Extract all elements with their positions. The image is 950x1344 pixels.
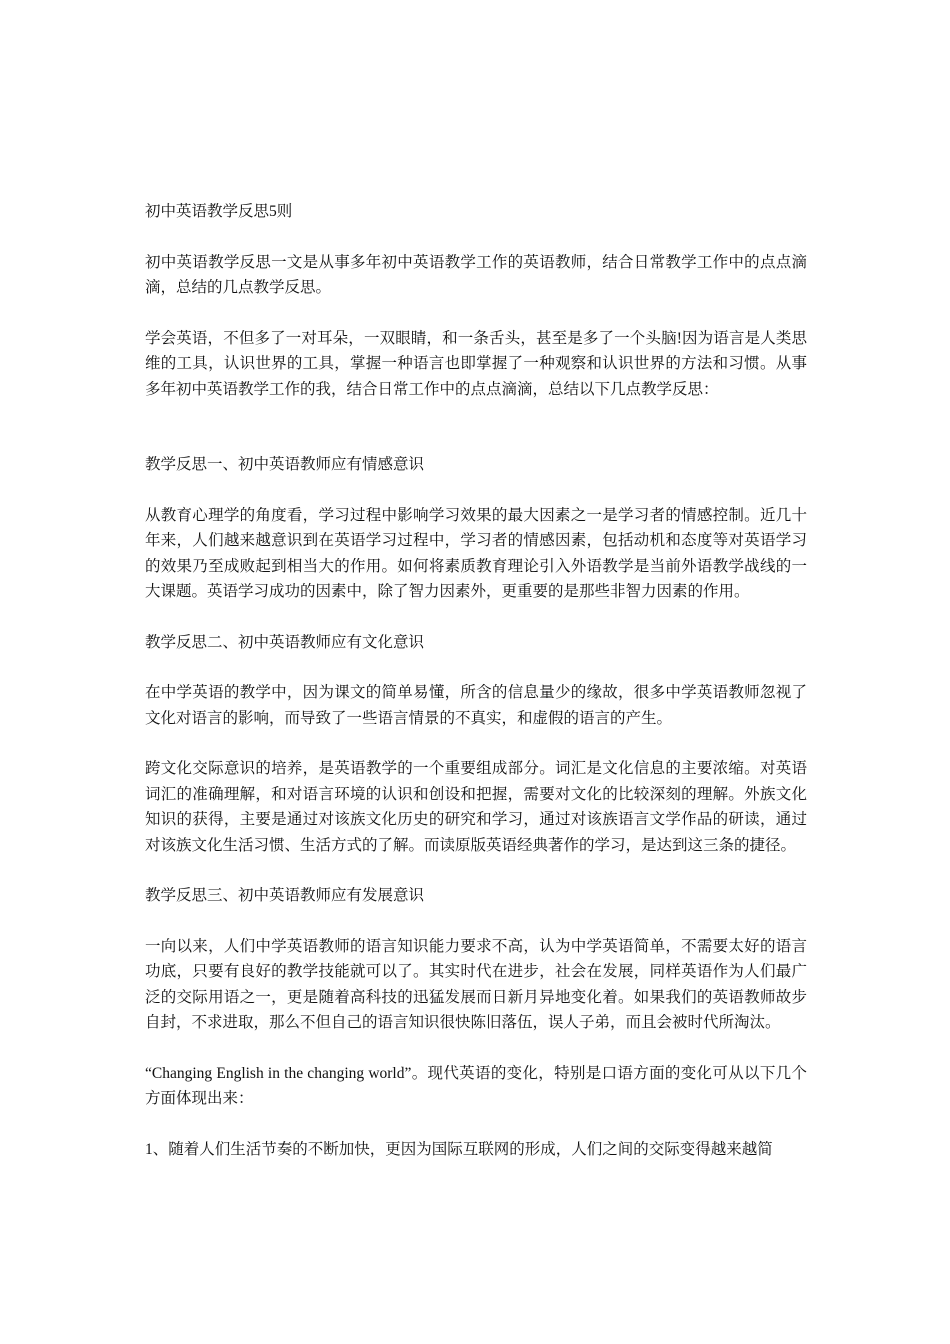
section-heading-2: 教学反思二、初中英语教师应有文化意识 (145, 633, 425, 651)
body-paragraph: 一向以来，人们中学英语教师的语言知识能力要求不高，认为中学英语简单，不需要太好的语言功底，只要有良好的教学技能就可以了。其实时代在进步，社会在发展，同样英语作为人们最广泛的交际用语之一，更是随着高科技的迅猛发展而日新月异地变化着。如果我们的英语教师故步自封，不求进取，那么不但自己的语言知识很快陈旧落伍，误人子弟，而且会被时代所淘汰。 (145, 937, 807, 1031)
body-paragraph: “Changing English in the changing world”。现代英语的变化，特别是口语方面的变化可从以下几个方面体现出来： (145, 1064, 807, 1107)
body-paragraph: 从教育心理学的角度看，学习过程中影响学习效果的最大因素之一是学习者的情感控制。近几十年来，人们越来越意识到在英语学习过程中，学习者的情感因素，包括动机和态度等对英语学习的效果乃至成败起到相当大的作用。如何将素质教育理论引入外语教学是当前外语教学战线的一大课题。英语学习成功的因素中，除了智力因素外，更重要的是那些非智力因素的作用。 (145, 506, 807, 600)
document-body (145, 199, 807, 1187)
list-item: 1、随着人们生活节奏的不断加快，更因为国际互联网的形成，人们之间的交际变得越来越简 (145, 1140, 773, 1158)
body-paragraph: 跨文化交际意识的培养，是英语教学的一个重要组成部分。词汇是文化信息的主要浓缩。对英语词汇的准确理解，和对语言环境的认识和创设和把握，需要对文化的比较深刻的理解。外族文化知识的获得，主要是通过对该族文化历史的研究和学习，通过对该族语言文学作品的研读，通过对该族文化生活习惯、生活方式的了解。而读原版英语经典著作的学习，是达到这三条的捷径。 (145, 760, 807, 854)
body-paragraph: 在中学英语的教学中，因为课文的简单易懂，所含的信息量少的缘故，很多中学英语教师忽视了文化对语言的影响，而导致了一些语言情景的不真实，和虚假的语言的产生。 (145, 684, 807, 727)
body-paragraph: 学会英语，不但多了一对耳朵，一双眼睛，和一条舌头，甚至是多了一个头脑!因为语言是人类思维的工具，认识世界的工具，掌握一种语言也即掌握了一种观察和认识世界的方法和习惯。从事多年初中英语教学工作的我，结合日常工作中的点点滴滴，总结以下几点教学反思： (145, 329, 807, 398)
intro-paragraph: 初中英语教学反思一文是从事多年初中英语教学工作的英语教师，结合日常教学工作中的点点滴滴，总结的几点教学反思。 (145, 253, 807, 296)
document-title: 初中英语教学反思5则 (145, 203, 293, 220)
section-heading-3: 教学反思三、初中英语教师应有发展意识 (145, 887, 425, 904)
section-heading-1: 教学反思一、初中英语教师应有情感意识 (145, 456, 425, 473)
